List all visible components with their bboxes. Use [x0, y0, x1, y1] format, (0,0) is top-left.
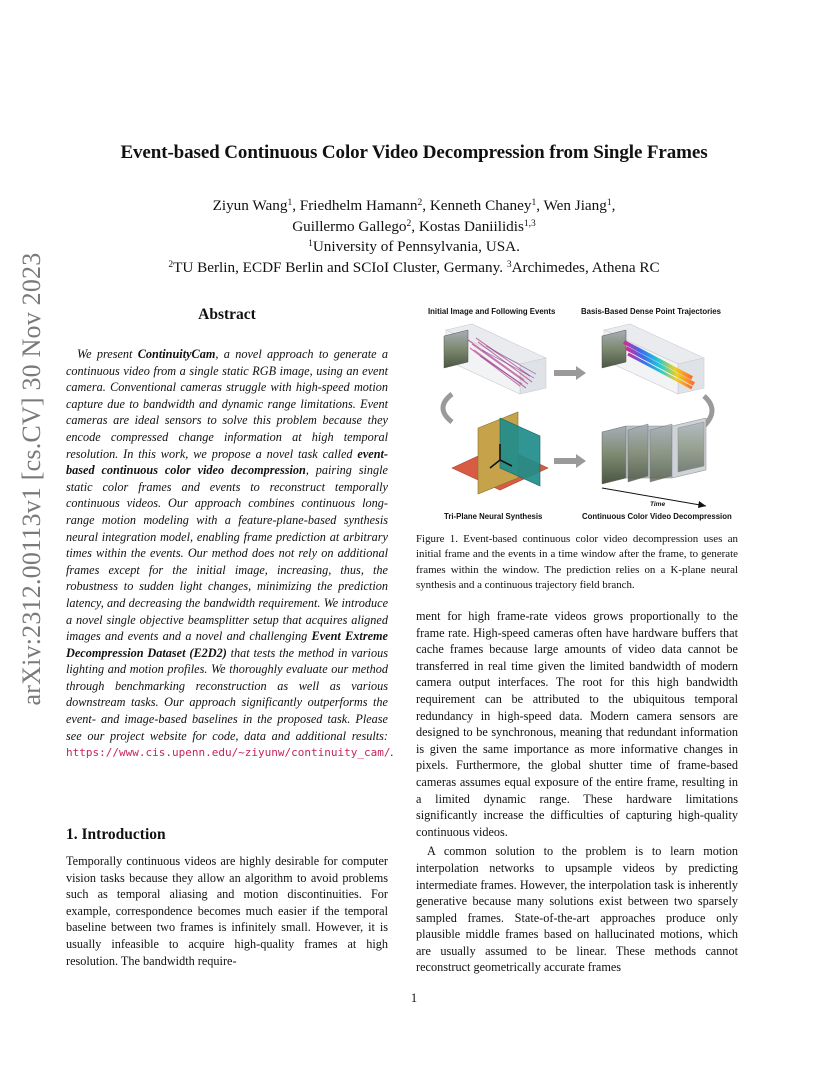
event-volume-diagram — [444, 324, 546, 394]
author-block — [0, 196, 828, 278]
arrow-right-icon — [554, 454, 586, 468]
figure-label-top-left: Initial Image and Following Events — [428, 307, 556, 316]
figure-label-bottom-left: Tri-Plane Neural Synthesis — [444, 512, 543, 521]
author: Guillermo Gallego$^2$, — [292, 217, 419, 235]
arxiv-identifier — [12, 252, 52, 706]
author: Friedhelm Hamann$^2$, — [299, 197, 430, 214]
video-frames-diagram — [602, 418, 706, 508]
trajectory-diagram — [602, 324, 704, 394]
time-axis-label: Time — [650, 501, 666, 508]
author: Kenneth Chaney$^1$, — [429, 197, 544, 214]
intro-paragraph-3: A common solution to the problem is to learn motion interpolation networks to upsample videos by predicting intermediate frames. However, the interpolation task is inherently generative because many solutions exist between two sparsely sampled frames. State-of-the-art approaches produce only plausible middle frames based on hallucinated motions, which are usually assumed to be linear. These methods cannot reconstruct geometrically accurate frames — [416, 844, 738, 975]
figure-1-caption: Figure 1. Event-based continuous color video decompression uses an initial frame and the events in a time window after the frame, to generate frames within the window. The prediction relies on a K-plane neural synthesis and a continuous trajectory field branch. — [416, 533, 738, 592]
intro-paragraph-1: Temporally continuous videos are highly desirable for computer vision tasks because they allow an algorithm to avoid problems such as temporal aliasing and motion discontinuities. For example, correspondence becomes much easier if the temporal baseline between two frames is infinitely small. However, it is usually infeasible to acquire high-quality frames at high resolution. The bandwidth require- — [66, 854, 388, 968]
author: Ziyun Wang$^1$, — [212, 197, 300, 214]
author: Wen Jiang$^1$, — [543, 197, 616, 214]
intro-paragraph-2: ment for high frame-rate videos grows proportionally to the frame rate. High-speed cameras often have hardware buffers that cache frames because large amounts of video data cannot be transferred in real time given the limited bandwidth of modern camera output interfaces. The root for this high bandwidth requirement can be attributed to the ubiquitous temporal redundancy in high-speed data. Modern camera sensors are designed to be synchronous, meaning that redundant information is given the same importance as more informative changes in pixels. Furthermore, the global shutter time of frame-based cameras assumes equal exposure of the entire frame, resulting in a limited dynamic range. These hardware limitations significantly increase the difficulties of capturing high-quality continuous videos. — [416, 609, 738, 839]
project-url-link[interactable]: https://www.cis.upenn.edu/~ziyunw/continuity_cam/ — [66, 746, 391, 760]
abstract-heading: Abstract — [198, 306, 256, 323]
arxiv-identifier-text: arXiv:2312.00113v1 [cs.CV] 30 Nov 2023 — [17, 252, 46, 706]
page-number: 1 — [410, 991, 418, 1005]
figure-1 — [416, 300, 736, 530]
section-heading-introduction: 1. Introduction — [66, 826, 166, 843]
arrow-right-icon — [554, 366, 586, 380]
author: Kostas Daniilidis$^{1,3}$ — [418, 217, 536, 235]
author-line-2 — [0, 217, 828, 238]
intro-right-column — [416, 608, 738, 976]
abstract-body: We present ContinuityCam, a novel approach to generate a continuous video from a single static RGB image, using an event camera. Conventional cameras struggle with high-speed motion capture due to bandwidth and dynamic range limitations. Event cameras are ideal sensors to solve this problem because they encode compressed change information at high temporal resolution. In this work, we propose a novel task called event-based continuous color video decompression, pairing single static color frames and events to reconstruct temporally continuous videos. Our approach combines continuous long-range motion modeling with a feature-plane-based synthesis neural integration model, enabling frame prediction at arbitrary times within the events. Our method does not rely on additional frames except for the initial image, increasing, thus, the robustness to sudden light changes, minimizing the prediction latency, and decreasing the bandwidth requirement. We introduce a novel single objective beamsplitter setup that acquires aligned images and events and a novel and challenging Event Extreme Decompression Dataset (E2D2) that tests the method in various lighting and motion profiles. We thoroughly evaluate our method through benchmarking reconstruction as well as various downstream tasks. Our approach significantly outperforms the event- and image-based baselines in the proposed task. Please see our project website for code, data and additional results: https://www.cis.upenn.edu/~ziyunw/continuity_cam/. — [66, 347, 394, 760]
figure-label-top-right: Basis-Based Dense Point Trajectories — [581, 307, 721, 316]
author-line-1 — [0, 196, 828, 217]
curved-arrow-left-icon — [443, 394, 452, 422]
tri-plane-diagram — [452, 412, 548, 494]
figure-1-graphic — [416, 300, 736, 530]
affiliation-1: $^1$University of Pennsylvania, USA. — [308, 238, 520, 255]
figure-label-bottom-right: Continuous Color Video Decompression — [582, 512, 732, 521]
affiliation-2-3: $^2$TU Berlin, ECDF Berlin and SCIoI Cluster, Germany. $^3$Archimedes, Athena RC — [168, 258, 660, 276]
paper-title: Event-based Continuous Color Video Decompression from Single Frames — [120, 142, 708, 163]
